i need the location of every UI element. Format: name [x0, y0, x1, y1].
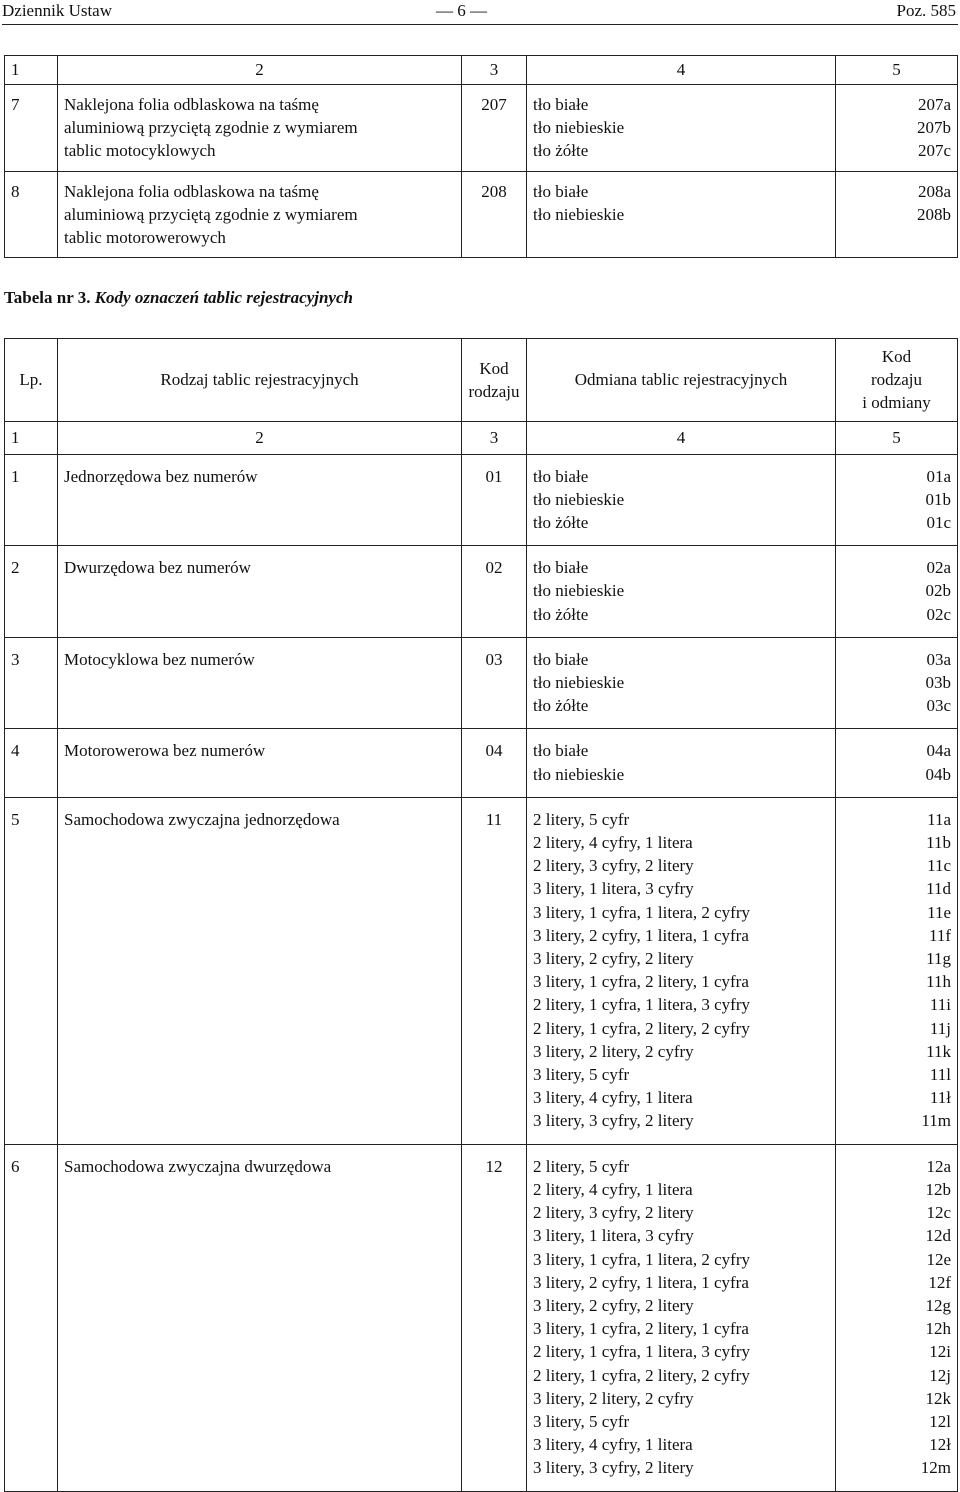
row-code: 02 [462, 546, 527, 638]
header-lp: Lp. [5, 339, 58, 422]
type-line: tablic motocyklowych [64, 141, 216, 161]
variant: tło żółte [533, 696, 589, 716]
table-row [5, 729, 958, 797]
variant-code: 11f [928, 925, 951, 945]
type-line: tablic motorowerowych [64, 228, 226, 248]
position-number: Poz. 585 [896, 1, 956, 20]
variant-code: 02b [925, 581, 951, 601]
variant: tło niebieskie [533, 764, 625, 784]
variant-code: 11d [926, 879, 951, 899]
type-line: Naklejona folia odblaskowa na taśmę [64, 95, 319, 114]
row-variant-codes [836, 171, 958, 258]
variant: 3 litery, 5 cyfr [533, 1065, 630, 1085]
caption-title: Kody oznaczeń tablic rejestracyjnych [94, 288, 353, 307]
header-type: Rodzaj tablic rejestracyjnych [58, 339, 462, 422]
col-number: 1 [5, 421, 58, 454]
row-lp: 1 [5, 454, 58, 546]
col-number: 2 [58, 421, 462, 454]
variant: 3 litery, 1 cyfra, 2 litery, 1 cyfra [533, 972, 749, 992]
variant-code: 12l [929, 1411, 951, 1431]
variant: 2 litery, 5 cyfr [533, 1156, 630, 1176]
row-variant-codes [836, 729, 958, 797]
row-variant-codes [836, 797, 958, 1144]
row-code: 03 [462, 637, 527, 729]
row-variant-codes [836, 1144, 958, 1491]
header-rule [2, 24, 958, 25]
variant-code: 11a [927, 809, 951, 829]
variant: tło niebieskie [533, 581, 625, 601]
variant: 3 litery, 3 cyfry, 2 litery [533, 1458, 694, 1478]
variant-code: 11k [926, 1041, 951, 1061]
variant-code: 11c [927, 856, 951, 876]
col-number: 3 [462, 56, 527, 85]
variant: tło niebieskie [533, 118, 625, 138]
table-caption [4, 288, 353, 308]
variant: 3 litery, 4 cyfry, 1 litera [533, 1435, 693, 1455]
variant-code: 11ł [929, 1088, 951, 1108]
variant-code: 207a [917, 95, 951, 114]
variant: 3 litery, 4 cyfry, 1 litera [533, 1088, 693, 1108]
variant: 3 litery, 3 cyfry, 2 litery [533, 1111, 694, 1131]
row-type: Motorowerowa bez numerów [58, 729, 462, 797]
page-number: — 6 — [436, 1, 487, 20]
variant: 2 litery, 4 cyfry, 1 litera [533, 833, 693, 853]
row-variants [527, 797, 836, 1144]
variant: 2 litery, 3 cyfry, 2 litery [533, 856, 694, 876]
col-number: 5 [836, 421, 958, 454]
variant-code: 01b [925, 489, 951, 509]
col-number: 4 [527, 421, 836, 454]
caption-number: Tabela nr 3. [4, 288, 91, 307]
header-code [462, 339, 527, 422]
page-header [0, 0, 960, 24]
variant: 3 litery, 2 litery, 2 cyfry [533, 1041, 694, 1061]
col-number: 3 [462, 421, 527, 454]
variant-code: 12i [929, 1342, 951, 1362]
variant: 3 litery, 2 litery, 2 cyfry [533, 1388, 694, 1408]
header-line: i odmiany [862, 393, 931, 413]
variant-code: 12ł [929, 1435, 951, 1455]
variant: 2 litery, 1 cyfra, 2 litery, 2 cyfry [533, 1018, 750, 1038]
table-row [5, 797, 958, 1144]
variant-code: 12d [925, 1226, 951, 1246]
header-row [5, 339, 958, 422]
variant-code: 12k [925, 1388, 951, 1408]
row-code: 207 [462, 85, 527, 172]
row-variants [527, 546, 836, 638]
variant: 3 litery, 1 cyfra, 1 litera, 2 cyfry [533, 902, 750, 922]
row-code: 208 [462, 171, 527, 258]
row-variants [527, 637, 836, 729]
table-row [5, 546, 958, 638]
variant-code: 11b [926, 833, 951, 853]
row-type [58, 85, 462, 172]
variant-code: 12b [925, 1179, 951, 1199]
variant: 2 litery, 5 cyfr [533, 809, 630, 829]
variant-code: 04b [925, 764, 951, 784]
variant: tło niebieskie [533, 489, 625, 509]
row-type: Samochodowa zwyczajna dwurzędowa [58, 1144, 462, 1491]
column-numbers-row [5, 421, 958, 454]
row-variants [527, 454, 836, 546]
variant: tło niebieskie [533, 673, 625, 693]
variant-code: 11g [926, 949, 951, 969]
row-variants [527, 171, 836, 258]
header-line: Kod [881, 347, 912, 366]
col-number: 1 [5, 56, 58, 85]
table-row [5, 637, 958, 729]
variant-code: 207b [917, 118, 951, 138]
variant-code: 208b [917, 204, 951, 224]
registration-codes-table [4, 338, 958, 1492]
row-code: 12 [462, 1144, 527, 1491]
variant-code: 12a [926, 1156, 951, 1176]
variant: 2 litery, 4 cyfry, 1 litera [533, 1179, 693, 1199]
row-variants [527, 85, 836, 172]
row-variant-codes [836, 546, 958, 638]
row-code: 01 [462, 454, 527, 546]
variant: 3 litery, 1 litera, 3 cyfry [533, 879, 694, 899]
table-continuation [4, 55, 958, 258]
variant-code: 12c [926, 1203, 951, 1223]
header-line: rodzaju [468, 381, 520, 401]
variant-code: 11h [926, 972, 951, 992]
variant-code: 01c [926, 513, 951, 533]
row-variants [527, 1144, 836, 1491]
variant: tło żółte [533, 141, 589, 161]
variant: 2 litery, 3 cyfry, 2 litery [533, 1203, 694, 1223]
row-lp: 4 [5, 729, 58, 797]
variant-code: 207c [917, 141, 951, 161]
row-type: Samochodowa zwyczajna jednorzędowa [58, 797, 462, 1144]
row-lp: 2 [5, 546, 58, 638]
row-variants [527, 729, 836, 797]
type-line: aluminiową przyciętą zgodnie z wymiarem [64, 118, 358, 138]
variant-code: 11l [929, 1065, 951, 1085]
variant: tło białe [533, 181, 589, 201]
row-variant-codes [836, 637, 958, 729]
row-type: Dwurzędowa bez numerów [58, 546, 462, 638]
row-code: 11 [462, 797, 527, 1144]
variant: 3 litery, 2 cyfry, 2 litery [533, 1295, 694, 1315]
variant-code: 11j [929, 1018, 951, 1038]
variant-code: 02c [926, 604, 951, 624]
variant: 3 litery, 2 cyfry, 1 litera, 1 cyfra [533, 1272, 749, 1292]
variant: tło żółte [533, 604, 589, 624]
variant: tło białe [533, 649, 589, 669]
variant-code: 03a [926, 649, 951, 669]
variant: 2 litery, 1 cyfra, 1 litera, 3 cyfry [533, 1342, 750, 1362]
variant-code: 11i [929, 995, 951, 1015]
col-number: 5 [836, 56, 958, 85]
variant-code: 208a [917, 181, 951, 201]
variant-code: 03c [926, 696, 951, 716]
header-variant-code [836, 339, 958, 422]
table-row [5, 85, 958, 172]
type-line: aluminiową przyciętą zgodnie z wymiarem [64, 204, 358, 224]
row-variant-codes [836, 454, 958, 546]
col-number: 2 [58, 56, 462, 85]
variant: tło białe [533, 741, 589, 761]
variant: tło białe [533, 95, 589, 114]
variant-code: 02a [926, 558, 951, 578]
variant: tło niebieskie [533, 204, 625, 224]
variant-code: 11e [927, 902, 951, 922]
row-lp: 7 [5, 85, 58, 172]
row-type: Motocyklowa bez numerów [58, 637, 462, 729]
table-row [5, 454, 958, 546]
variant: 3 litery, 2 cyfry, 1 litera, 1 cyfra [533, 925, 749, 945]
variant-code: 01a [926, 466, 951, 486]
variant: tło białe [533, 558, 589, 578]
col-number: 4 [527, 56, 836, 85]
variant: 3 litery, 1 cyfra, 2 litery, 1 cyfra [533, 1319, 749, 1339]
journal-title: Dziennik Ustaw [2, 1, 113, 20]
table-row [5, 171, 958, 258]
column-numbers-row [5, 56, 958, 85]
variant-code: 12e [926, 1249, 951, 1269]
table-row [5, 1144, 958, 1491]
variant: 3 litery, 5 cyfr [533, 1411, 630, 1431]
row-type: Jednorzędowa bez numerów [58, 454, 462, 546]
variant: 3 litery, 1 cyfra, 1 litera, 2 cyfry [533, 1249, 750, 1269]
type-line: Naklejona folia odblaskowa na taśmę [64, 181, 319, 201]
variant-code: 12h [925, 1319, 951, 1339]
header-line: Kod [479, 358, 509, 378]
variant: 2 litery, 1 cyfra, 1 litera, 3 cyfry [533, 995, 750, 1015]
variant-code: 04a [926, 741, 951, 761]
variant: 2 litery, 1 cyfra, 2 litery, 2 cyfry [533, 1365, 750, 1385]
header-line: rodzaju [871, 370, 922, 390]
row-variant-codes [836, 85, 958, 172]
variant-code: 12m [920, 1458, 951, 1478]
header-variant: Odmiana tablic rejestracyjnych [527, 339, 836, 422]
variant: 3 litery, 1 litera, 3 cyfry [533, 1226, 694, 1246]
row-lp: 3 [5, 637, 58, 729]
row-type [58, 171, 462, 258]
variant-code: 12f [928, 1272, 951, 1292]
variant: 3 litery, 2 cyfry, 2 litery [533, 949, 694, 969]
variant-code: 12j [929, 1365, 951, 1385]
variant: tło żółte [533, 513, 589, 533]
row-lp: 5 [5, 797, 58, 1144]
variant-code: 11m [921, 1111, 951, 1131]
row-code: 04 [462, 729, 527, 797]
row-lp: 8 [5, 171, 58, 258]
variant-code: 03b [925, 673, 951, 693]
variant-code: 12g [925, 1295, 951, 1315]
variant: tło białe [533, 466, 589, 486]
row-lp: 6 [5, 1144, 58, 1491]
